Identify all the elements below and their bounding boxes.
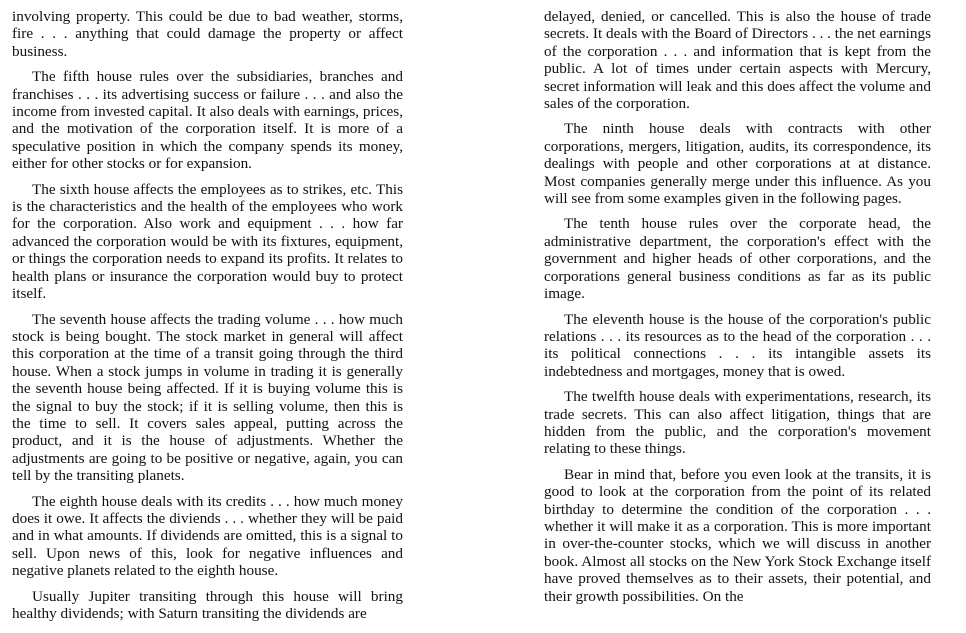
left-paragraph-3: The sixth house affects the employees as to strikes, etc. This is the characteristics and the health of the employees who work for the corporation. Also work and equipment . . . how far advanced the corporation would be with its fixtures, equipment, or things the corporation needs to expand its profits. It relates to health plans or insurance the corporation would buy to protect itself. xyxy=(12,180,403,303)
right-paragraph-4: The eleventh house is the house of the corporation's public relations . . . its resources as to the head of the corporation . . . its political connections . . . its intangible assets its indebtedness and mortgages, money that is owed. xyxy=(544,310,931,380)
right-page xyxy=(544,8,931,613)
left-page xyxy=(12,8,403,630)
right-paragraph-1: delayed, denied, or cancelled. This is also the house of trade secrets. It deals with the Board of Directors . . . the net earnings of the corporation . . . and information that is kept from the public. A lot of times under certain aspects with Mercury, secret information will leak and this does affect the volume and sales of the corporation. xyxy=(544,8,931,113)
right-paragraph-6: Bear in mind that, before you even look at the transits, it is good to look at the corporation from the point of its related birthday to determine the condition of the corporation . . . whether it will make it as a corporation. This is more important in over-the-counter stocks, which we will discuss in another book. Almost all stocks on the New York Stock Exchange itself have proved themselves as to their assets, their potential, and their growth possibilities. On the xyxy=(544,465,931,605)
right-paragraph-3: The tenth house rules over the corporate head, the administrative department, the corporation's effect with the government and higher heads of other corporations, and the corporations general business conditions as far as its public image. xyxy=(544,215,931,303)
left-paragraph-6: Usually Jupiter transiting through this house will bring healthy dividends; with Saturn transiting the dividends are xyxy=(12,587,403,622)
right-paragraph-2: The ninth house deals with contracts with other corporations, mergers, litigation, audits, its correspondence, its dealings with people and other corporations at at distance. Most companies generally merge under this influence. As you will see from some examples given in the following pages. xyxy=(544,120,931,208)
left-paragraph-5: The eighth house deals with its credits . . . how much money does it owe. It affects the diviends . . . whether they will be paid and in what amounts. If dividends are omitted, this is a signal to sell. Upon news of this, look for negative influences and negative planets related to the eighth house. xyxy=(12,492,403,580)
left-paragraph-1: involving property. This could be due to bad weather, storms, fire . . . anything that could damage the property or affect business. xyxy=(12,8,403,60)
page-gutter xyxy=(470,0,490,633)
left-paragraph-2: The fifth house rules over the subsidiaries, branches and franchises . . . its advertising success or failure . . . and also the income from invested capital. It also deals with earnings, prices, and the motivation of the corporation itself. It is more of a speculative position in which the company spends its money, either for other stocks or for expansion. xyxy=(12,68,403,173)
left-paragraph-4: The seventh house affects the trading volume . . . how much stock is being bought. The stock market in general will affect this corporation at the time of a transit going through the third house. When a stock jumps in volume in trading it is generally the seventh house being affected. If it is buying volume this is the signal to buy the stock; if it is selling volume, then this is the time to sell. It covers sales appeal, putting across the product, and it is the house of adjustments. Whether the adjustments are going to be positive or negative, again, you can tell by the transiting planets. xyxy=(12,310,403,485)
right-paragraph-5: The twelfth house deals with experimentations, research, its trade secrets. This can also affect litigation, things that are hidden from the public, and the corporation's movement relating to these things. xyxy=(544,388,931,458)
